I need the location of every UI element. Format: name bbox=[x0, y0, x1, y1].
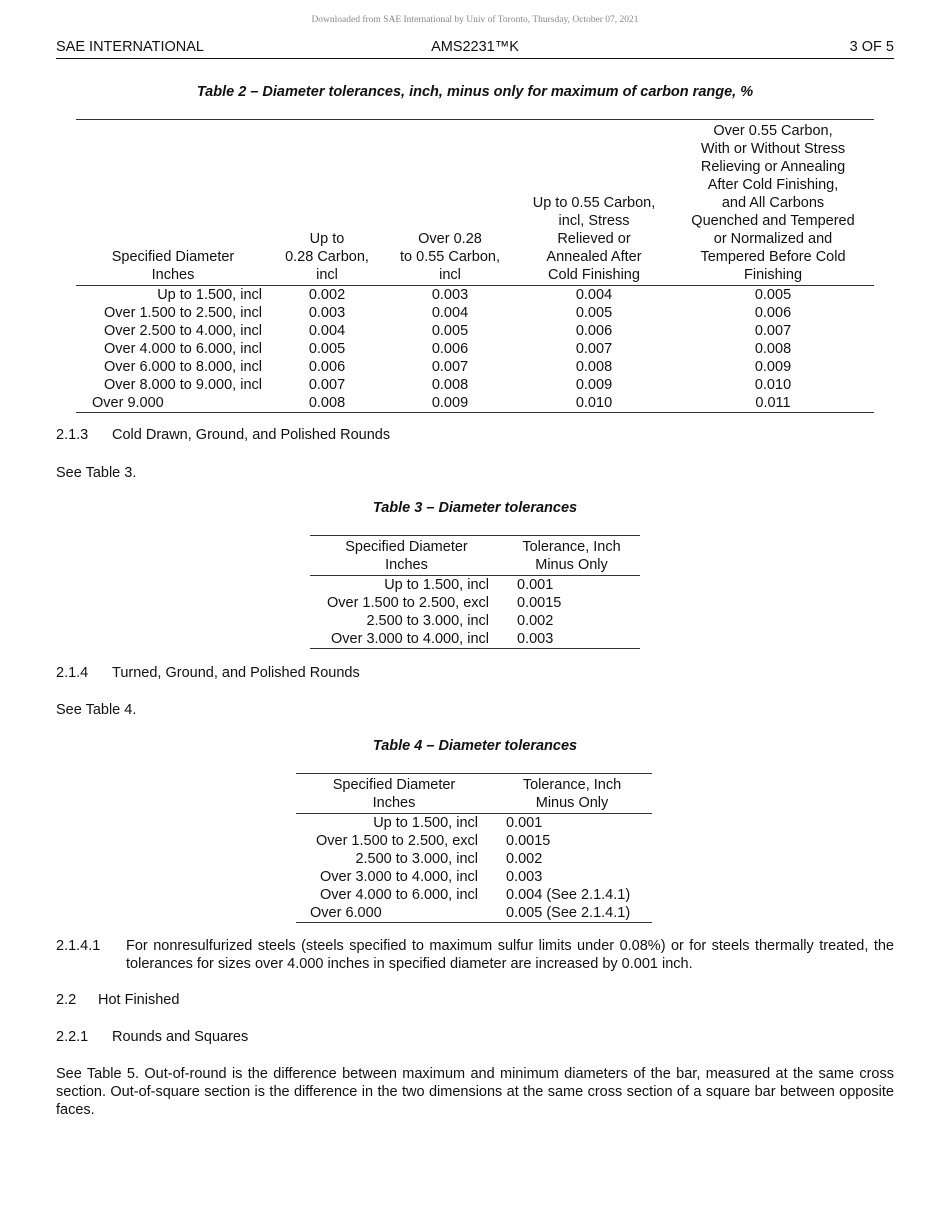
header-line: Relieved or bbox=[557, 231, 631, 247]
tolerance-cell: 0.008 bbox=[431, 377, 469, 393]
table-row bbox=[76, 394, 874, 413]
tolerance-cell: 0.002 bbox=[308, 287, 346, 303]
table-row bbox=[76, 304, 874, 322]
tolerance-cell: 0.006 bbox=[754, 305, 792, 321]
tolerance-cell: 0.004 (See 2.1.4.1) bbox=[506, 887, 631, 903]
header-line: incl bbox=[439, 267, 461, 283]
header-line: Finishing bbox=[743, 267, 803, 283]
tolerance-cell: 0.004 bbox=[308, 323, 346, 339]
section-number: 2.1.3 bbox=[56, 427, 89, 443]
diameter-range-cell: 2.500 to 3.000, incl bbox=[366, 613, 489, 629]
tolerance-cell: 0.007 bbox=[308, 377, 346, 393]
section-2-2-1-heading bbox=[56, 1028, 894, 1046]
tolerance-cell: 0.006 bbox=[575, 323, 613, 339]
table-row bbox=[76, 322, 874, 340]
table2-column-header bbox=[516, 120, 672, 286]
table2-header bbox=[76, 120, 874, 286]
tolerance-cell: 0.003 bbox=[431, 287, 469, 303]
header-line: Up to 0.55 Carbon, bbox=[532, 195, 656, 211]
diameter-range-cell: Over 2.500 to 4.000, incl bbox=[104, 323, 262, 339]
header-line: Specified Diameter bbox=[345, 539, 468, 555]
header-page-number: 3 OF 5 bbox=[849, 39, 894, 55]
tolerance-cell: 0.008 bbox=[754, 341, 792, 357]
table-row bbox=[296, 850, 652, 868]
header-line: incl, Stress bbox=[558, 213, 630, 229]
table3-body bbox=[310, 576, 640, 649]
section-2-1-4-heading bbox=[56, 664, 894, 682]
diameter-range-cell: Up to 1.500, incl bbox=[157, 287, 262, 303]
diameter-range-cell: Over 9.000 bbox=[92, 395, 164, 411]
header-organization: SAE INTERNATIONAL bbox=[56, 39, 204, 55]
diameter-range-cell: Over 4.000 to 6.000, incl bbox=[320, 887, 478, 903]
section-number: 2.2.1 bbox=[56, 1029, 89, 1045]
tolerance-cell: 0.009 bbox=[575, 377, 613, 393]
section-title: Rounds and Squares bbox=[112, 1029, 249, 1045]
table3-caption: Table 3 – Diameter tolerances bbox=[372, 500, 578, 516]
tolerance-cell: 0.005 bbox=[754, 287, 792, 303]
see-table5-paragraph: See Table 5. Out-of-round is the difference between maximum and minimum diameters of the bar, measured at the same cross section. Out-of-square section is the difference in the two dimensions at the same cross section of a square bar between opposite faces. bbox=[56, 1066, 894, 1118]
section-number: 2.1.4.1 bbox=[56, 938, 101, 954]
tolerance-cell: 0.011 bbox=[755, 395, 791, 411]
section-text: For nonresulfurized steels (steels specified to maximum sulfur limits under 0.08%) or for steels thermally treated, the tolerances for sizes over 4.000 inches in specified diameter are increased by 0.001 inch. bbox=[126, 938, 894, 972]
tolerance-cell: 0.002 bbox=[517, 613, 554, 629]
section-2-2-heading bbox=[56, 991, 894, 1009]
diameter-range-cell: Over 3.000 to 4.000, incl bbox=[320, 869, 478, 885]
tolerance-cell: 0.007 bbox=[575, 341, 613, 357]
tolerance-cell: 0.001 bbox=[517, 577, 554, 593]
header-line: Relieving or Annealing bbox=[700, 159, 846, 175]
header-line: Minus Only bbox=[535, 795, 609, 811]
tolerance-cell: 0.007 bbox=[431, 359, 469, 375]
table3-column-header bbox=[310, 536, 503, 576]
diameter-range-cell: Up to 1.500, incl bbox=[373, 815, 478, 831]
tolerance-cell: 0.003 bbox=[506, 869, 543, 885]
table3-column-header bbox=[503, 536, 640, 576]
header-line: and All Carbons bbox=[721, 195, 825, 211]
tolerance-cell: 0.005 (See 2.1.4.1) bbox=[506, 905, 631, 921]
header-line: Quenched and Tempered bbox=[691, 213, 855, 229]
tolerance-cell: 0.005 bbox=[575, 305, 613, 321]
header-line: Inches bbox=[151, 267, 195, 283]
section-number: 2.1.4 bbox=[56, 665, 89, 681]
table2 bbox=[76, 119, 874, 413]
table2-column-header bbox=[672, 120, 874, 286]
header-line: 0.28 Carbon, bbox=[285, 249, 369, 265]
table-row bbox=[310, 594, 640, 612]
header-line: to 0.55 Carbon, bbox=[400, 249, 500, 265]
download-watermark: Downloaded from SAE International by Univ of Toronto, Thursday, October 07, 2021 bbox=[311, 15, 639, 25]
diameter-range-cell: Over 1.500 to 2.500, excl bbox=[315, 833, 478, 849]
tolerance-cell: 0.003 bbox=[308, 305, 346, 321]
table-row bbox=[296, 904, 652, 923]
diameter-range-cell: Over 1.500 to 2.500, incl bbox=[104, 305, 262, 321]
header-line: or Normalized and bbox=[713, 231, 833, 247]
header-line: After Cold Finishing, bbox=[707, 177, 839, 193]
section-title: Hot Finished bbox=[98, 992, 180, 1008]
see-table4-text: See Table 4. bbox=[56, 702, 137, 718]
header-line: Up to bbox=[309, 231, 345, 247]
table4-column-header bbox=[492, 774, 652, 814]
table2-column-header bbox=[270, 120, 384, 286]
table-row bbox=[76, 376, 874, 394]
header-line: Tempered Before Cold bbox=[700, 249, 846, 265]
tolerance-cell: 0.001 bbox=[506, 815, 543, 831]
table-row bbox=[310, 630, 640, 649]
tolerance-cell: 0.009 bbox=[754, 359, 792, 375]
header-line: Inches bbox=[385, 557, 428, 573]
table4 bbox=[296, 773, 652, 923]
tolerance-cell: 0.003 bbox=[517, 631, 554, 647]
header-line: Annealed After bbox=[546, 249, 642, 265]
diameter-range-cell: Up to 1.500, incl bbox=[384, 577, 489, 593]
header-line: Tolerance, Inch bbox=[522, 777, 622, 793]
section-title: Cold Drawn, Ground, and Polished Rounds bbox=[112, 427, 391, 443]
page-header bbox=[56, 38, 894, 59]
table4-column-header bbox=[296, 774, 492, 814]
header-line: Specified Diameter bbox=[111, 249, 235, 265]
section-number: 2.2 bbox=[56, 992, 77, 1008]
tolerance-cell: 0.007 bbox=[754, 323, 792, 339]
tolerance-cell: 0.004 bbox=[575, 287, 613, 303]
header-line: Cold Finishing bbox=[548, 267, 640, 283]
table2-column-header bbox=[384, 120, 516, 286]
tolerance-cell: 0.004 bbox=[431, 305, 469, 321]
table-row bbox=[310, 612, 640, 630]
tolerance-cell: 0.006 bbox=[308, 359, 346, 375]
diameter-range-cell: 2.500 to 3.000, incl bbox=[355, 851, 478, 867]
table-row bbox=[76, 286, 874, 305]
table-row bbox=[76, 340, 874, 358]
header-line: incl bbox=[316, 267, 338, 283]
section-2-1-3-heading bbox=[56, 426, 894, 444]
tolerance-cell: 0.005 bbox=[431, 323, 469, 339]
tolerance-cell: 0.008 bbox=[575, 359, 613, 375]
header-line: Over 0.28 bbox=[418, 231, 482, 247]
see-table3-text: See Table 3. bbox=[56, 465, 137, 481]
tolerance-cell: 0.010 bbox=[575, 395, 613, 411]
diameter-range-cell: Over 6.000 bbox=[310, 905, 382, 921]
table-row bbox=[296, 886, 652, 904]
tolerance-cell: 0.008 bbox=[308, 395, 346, 411]
diameter-range-cell: Over 8.000 to 9.000, incl bbox=[104, 377, 262, 393]
table-row bbox=[296, 868, 652, 886]
header-line: With or Without Stress bbox=[700, 141, 846, 157]
diameter-range-cell: Over 6.000 to 8.000, incl bbox=[104, 359, 262, 375]
table2-body bbox=[76, 286, 874, 413]
header-document-number: AMS2231™K bbox=[431, 39, 519, 55]
tolerance-cell: 0.005 bbox=[308, 341, 346, 357]
diameter-range-cell: Over 3.000 to 4.000, incl bbox=[331, 631, 489, 647]
table4-caption: Table 4 – Diameter tolerances bbox=[372, 738, 578, 754]
header-line: Over 0.55 Carbon, bbox=[713, 123, 833, 139]
tolerance-cell: 0.009 bbox=[431, 395, 469, 411]
table2-caption: Table 2 – Diameter tolerances, inch, minus only for maximum of carbon range, % bbox=[196, 84, 754, 100]
tolerance-cell: 0.0015 bbox=[506, 833, 551, 849]
tolerance-cell: 0.010 bbox=[754, 377, 792, 393]
header-line: Minus Only bbox=[535, 557, 608, 573]
diameter-range-cell: Over 1.500 to 2.500, excl bbox=[326, 595, 489, 611]
table-row bbox=[296, 814, 652, 833]
table3-header bbox=[310, 536, 640, 576]
table-row bbox=[76, 358, 874, 376]
tolerance-cell: 0.0015 bbox=[517, 595, 562, 611]
table4-header bbox=[296, 774, 652, 814]
table-row bbox=[310, 576, 640, 595]
table4-body bbox=[296, 814, 652, 923]
table-row bbox=[296, 832, 652, 850]
header-line: Specified Diameter bbox=[332, 777, 456, 793]
header-line: Inches bbox=[372, 795, 416, 811]
diameter-range-cell: Over 4.000 to 6.000, incl bbox=[104, 341, 262, 357]
tolerance-cell: 0.006 bbox=[431, 341, 469, 357]
table2-column-header bbox=[76, 120, 270, 286]
table3 bbox=[310, 535, 640, 649]
section-2-1-4-1 bbox=[56, 937, 894, 973]
tolerance-cell: 0.002 bbox=[506, 851, 543, 867]
section-title: Turned, Ground, and Polished Rounds bbox=[112, 665, 360, 681]
header-line: Tolerance, Inch bbox=[522, 539, 621, 555]
